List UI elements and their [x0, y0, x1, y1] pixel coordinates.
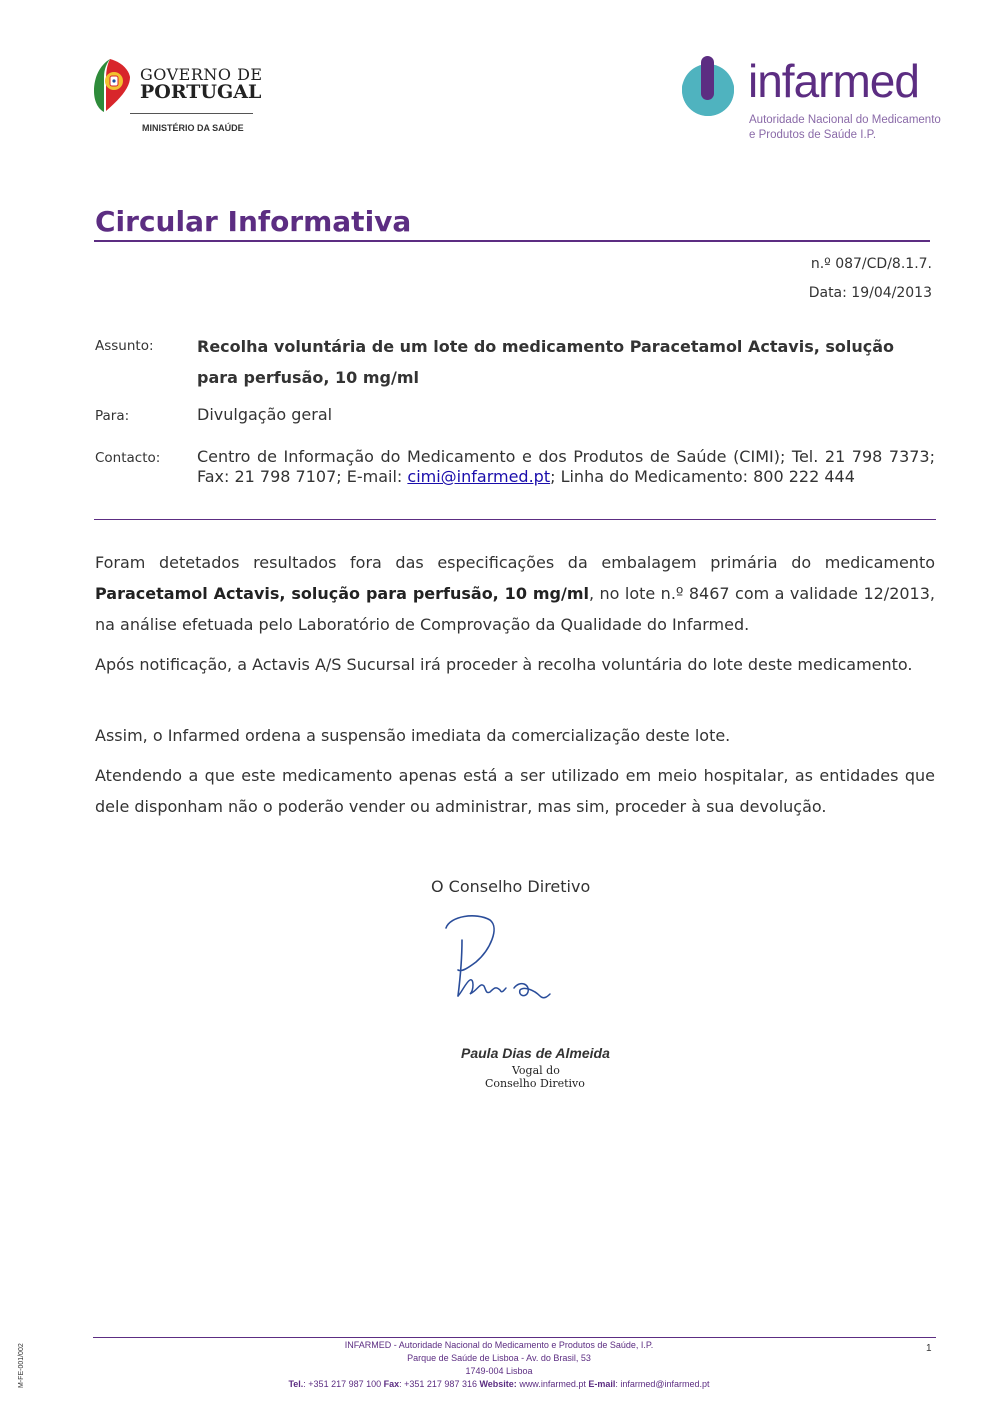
governo-de-portugal-logo [92, 55, 272, 140]
page-number: 1 [926, 1343, 932, 1354]
form-code: M-FE-001/002 [18, 1343, 25, 1388]
signer-name: Paula Dias de Almeida [461, 1045, 610, 1061]
footer-website: www.infarmed.pt [516, 1379, 589, 1389]
subject-label: Assunto: [95, 338, 154, 354]
document-title: Circular Informativa [95, 205, 412, 238]
footer-divider [93, 1337, 936, 1338]
portugal-shield-icon [92, 57, 132, 113]
footer-address: Parque de Saúde de Lisboa - Av. do Brasil, 53 [407, 1353, 591, 1363]
signer-role-line1: Vogal do [512, 1064, 560, 1077]
contact-label: Contacto: [95, 450, 161, 466]
recipient-label: Para: [95, 408, 130, 424]
footer-fax-label: Fax [383, 1379, 400, 1389]
signer-role-line2: Conselho Diretivo [485, 1077, 585, 1090]
title-divider [94, 240, 930, 242]
body-paragraph-4: Atendendo a que este medicamento apenas está a ser utilizado em meio hospitalar, as entidades que dele disponham não o poderão vender ou administrar, mas sim, proceder à sua devolução. [95, 766, 935, 816]
infarmed-symbol-icon [676, 56, 738, 122]
body-paragraph-3: Assim, o Infarmed ordena a suspensão imediata da comercialização deste lote. [95, 726, 731, 745]
footer-postal-code: 1749-004 Lisboa [465, 1366, 533, 1376]
infarmed-tagline-line1: Autoridade Nacional do Medicamento [749, 114, 941, 126]
contact-email-link[interactable]: cimi@infarmed.pt [407, 467, 551, 486]
contact-value [197, 447, 935, 487]
recipient-value: Divulgação geral [197, 405, 333, 424]
footer-fax: : +351 217 987 316 [399, 1379, 480, 1389]
gov-name-line1: GOVERNO DE [140, 65, 263, 84]
contact-text-end: ; Linha do Medicamento: 800 222 444 [550, 467, 855, 486]
footer-email-label: E-mail [588, 1379, 616, 1389]
circular-date: Data: 19/04/2013 [808, 285, 932, 301]
handwritten-signature [440, 910, 560, 1005]
infarmed-tagline-line2: e Produtos de Saúde I.P. [749, 129, 877, 141]
p1-text-start: Foram detetados resultados fora das especificações da embalagem primária do medicamento [95, 553, 935, 572]
subject-value: Recolha voluntária de um lote do medicamento Paracetamol Actavis, solução para perfusão, 10 mg/ml [197, 337, 895, 387]
circular-number: n.º 087/CD/8.1.7. [810, 256, 932, 272]
infarmed-logo [676, 55, 941, 148]
footer-contacts [93, 1379, 905, 1389]
footer-tel: : +351 217 987 100 [303, 1379, 384, 1389]
board-label: O Conselho Diretivo [431, 877, 591, 896]
body-paragraph-1 [95, 547, 935, 640]
p1-product-name: Paracetamol Actavis, solução para perfusão, 10 mg/ml [95, 584, 589, 603]
p1-text-end: , no lote n.º 8467 com a validade 12/2013, na análise efetuada pelo Laboratório de Comprovação da Qualidade do Infarmed. [95, 584, 935, 634]
footer-email: : infarmed@infarmed.pt [615, 1379, 710, 1389]
body-paragraph-2: Após notificação, a Actavis A/S Sucursal irá proceder à recolha voluntária do lote deste medicamento. [95, 655, 913, 674]
contact-text: Centro de Informação do Medicamento e dos Produtos de Saúde (CIMI); Tel. 21 798 7373; Fax: 21 798 7107; E-mail: [197, 447, 935, 486]
footer-org-name: INFARMED - Autoridade Nacional do Medicamento e Produtos de Saúde, I.P. [344, 1340, 654, 1350]
header-divider [94, 519, 936, 520]
infarmed-wordmark: infarmed [748, 55, 919, 107]
gov-name-line2: PORTUGAL [140, 81, 262, 103]
ministry-name: MINISTÉRIO DA SAÚDE [142, 123, 244, 133]
gov-logo-divider [130, 113, 253, 114]
footer-tel-label: Tel. [288, 1379, 304, 1389]
footer-website-label: Website: [479, 1379, 517, 1389]
